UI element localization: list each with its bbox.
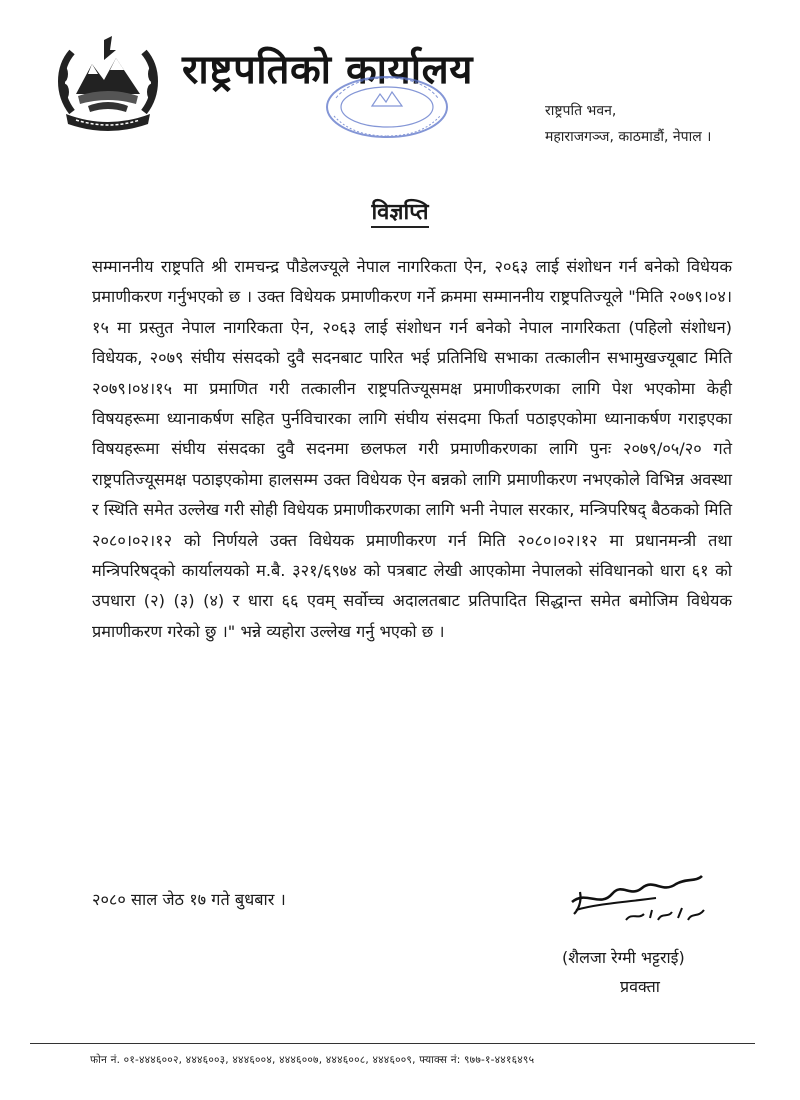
office-stamp-icon [322, 72, 452, 142]
footer-divider [30, 1043, 755, 1044]
office-title: राष्ट्रपतिको कार्यालय [182, 47, 473, 93]
issue-date: २०८० साल जेठ १७ गते बुधबार । [92, 890, 286, 909]
signatory-name: (शैलजा रेग्मी भट्टराई) [562, 948, 685, 967]
nepal-emblem-icon [52, 34, 164, 132]
office-address [545, 98, 711, 150]
address-line-1: राष्ट्रपति भवन, [545, 103, 617, 119]
notice-heading-text: विज्ञप्ति [371, 200, 428, 228]
handwritten-signature-icon [566, 868, 716, 930]
signatory-role: प्रवक्ता [620, 977, 660, 996]
address-line-2: महाराजगञ्ज, काठमाडौं, नेपाल । [545, 129, 712, 145]
notice-paragraph: सम्माननीय राष्ट्रपति श्री रामचन्द्र पौडेलज्यूले नेपाल नागरिकता ऐन, २०६३ लाई संशोधन गर्न बनेको विधेयक प्रमाणीकरण गर्नुभएको छ । उक्त विधेयक प्रमाणीकरण गर्ने क्रममा सम्माननीय राष्ट्रपतिज्यूले "मिति २०७९।०४।१५ मा प्रस्तुत नेपाल नागरिकता ऐन, २०६३ लाई संशोधन गर्न बनेको नेपाल नागरिकता (पहिलो संशोधन) विधेयक, २०७९ संघीय संसदको दुवै सदनबाट पारित भई प्रतिनिधि सभाका तत्कालीन सभामुखज्यूबाट मिति २०७९।०४।१५ मा प्रमाणित गरी तत्कालीन राष्ट्रपतिज्यूसमक्ष प्रमाणीकरणका लागि पेश भएकोमा केही विषयहरूमा ध्यानाकर्षण सहित पुर्नविचारका लागि संघीय संसदमा फिर्ता पठाइएकोमा ध्यानाकर्षण गराइएका विषयहरूमा संघीय संसदका दुवै सदनमा छलफल गरी प्रमाणीकरणका लागि पुनः २०७९/०५/२० गते राष्ट्रपतिज्यूसमक्ष पठाइएकोमा हालसम्म उक्त विधेयक ऐन बन्नको लागि प्रमाणीकरण नभएकोले विभिन्न अवस्था र स्थिति समेत उल्लेख गरी सोही विधेयक प्रमाणीकरणका लागि भनी नेपाल सरकार, मन्त्रिपरिषद् बैठकको मिति २०८०।०२।१२ को निर्णयले उक्त विधेयक प्रमाणीकरण गर्न मिति २०८०।०२।१२ मा प्रधानमन्त्री तथा मन्त्रिपरिषद्को कार्यालयको म.बै. ३२१/६९७४ को पत्रबाट लेखी आएकोमा नेपालको संविधानको धारा ६१ को उपधारा (२) (३) (४) र धारा ६६ एवम् सर्वोच्च अदालतबाट प्रतिपादित सिद्धान्त समेत बमोजिम विधेयक प्रमाणीकरण गरेको छु ।" भन्ने व्यहोरा उल्लेख गर्नु भएको छ । [92, 257, 732, 641]
notice-heading [0, 196, 800, 226]
notice-body [92, 252, 732, 647]
footer-contact: फोन नं. ०१-४४४६००२, ४४४६००३, ४४४६००४, ४४४६००७, ४४४६००८, ४४४६००९, फ्याक्स नं: ९७७-१-४४१६४९५ [90, 1054, 535, 1066]
